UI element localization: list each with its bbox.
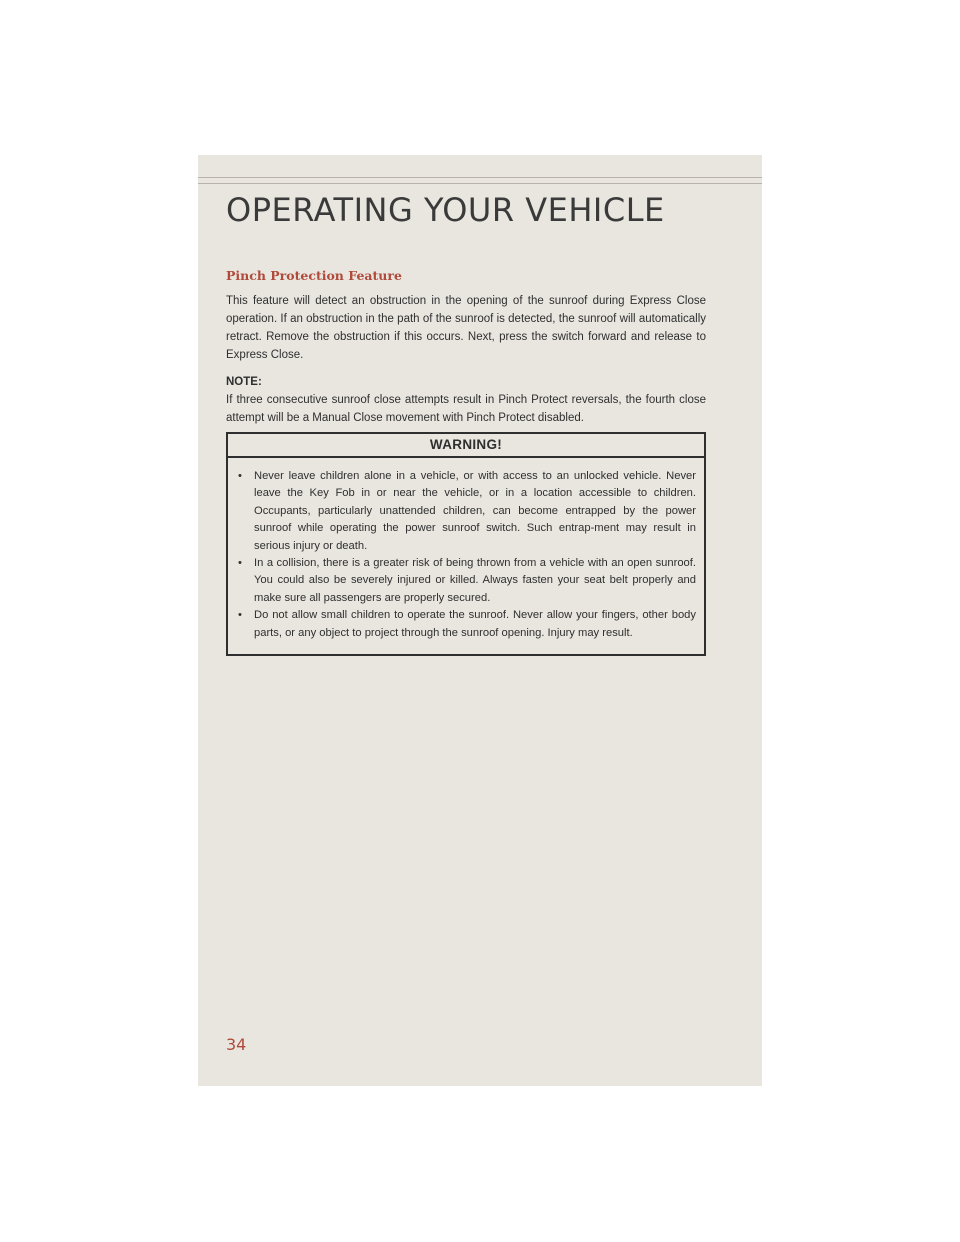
header-rule-top bbox=[198, 177, 762, 178]
warning-item-text: Never leave children alone in a vehicle, or with access to an unlocked vehicle. Never leave the Key Fob in or near the vehicle, or in a location accessible to children. Occupants, particularly unattended children, can become entrapped by the power sunroof while operating the power sunroof switch. Such entrap-ment may result in serious injury or death. bbox=[254, 470, 696, 552]
warning-item bbox=[236, 468, 696, 555]
note-text: If three consecutive sunroof close attempts result in Pinch Protect reversals, the fourth close attempt will be a Manual Close movement with Pinch Protect disabled. bbox=[226, 394, 706, 424]
note-label: NOTE: bbox=[226, 376, 262, 388]
warning-box bbox=[226, 432, 706, 656]
warning-title: WARNING! bbox=[228, 434, 704, 458]
subsection-heading: Pinch Protection Feature bbox=[226, 268, 402, 283]
warning-item bbox=[236, 555, 696, 607]
warning-item bbox=[236, 607, 696, 642]
manual-page bbox=[198, 155, 762, 1086]
bullet-icon: • bbox=[238, 470, 242, 482]
page-number: 34 bbox=[226, 1035, 247, 1054]
header-rule-bottom bbox=[198, 183, 762, 184]
bullet-icon: • bbox=[238, 609, 242, 622]
warning-item-text: Do not allow small children to operate the sunroof. Never allow your fingers, other body parts, or any object to project through the sunroof opening. Injury may result. bbox=[254, 609, 696, 639]
warning-list bbox=[228, 458, 704, 642]
bullet-icon: • bbox=[238, 557, 242, 570]
content-body bbox=[226, 268, 706, 427]
warning-item-text: In a collision, there is a greater risk of being thrown from a vehicle with an open sunroof. You could also be severely injured or killed. Always fasten your seat belt properly and make sure all passengers are properly secured. bbox=[254, 557, 696, 604]
body-paragraph: This feature will detect an obstruction in the opening of the sunroof during Express Close operation. If an obstruction in the path of the sunroof is detected, the sunroof will automatically retract. Remove the obstruction if this occurs. Next, press the switch forward and release to Express Close. bbox=[226, 295, 706, 361]
section-title: OPERATING YOUR VEHICLE bbox=[226, 191, 665, 229]
